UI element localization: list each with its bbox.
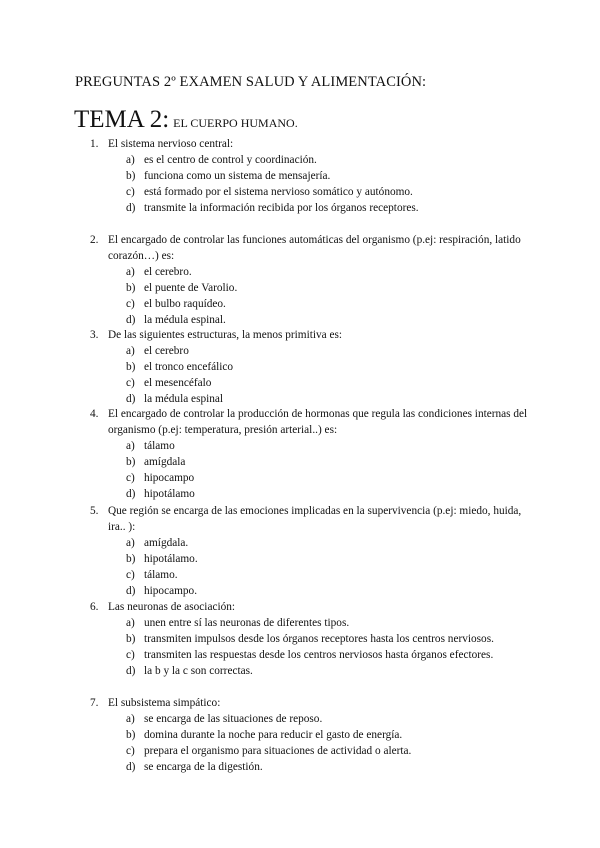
option-b: b) hipotálamo.: [126, 553, 198, 565]
question-6: [90, 599, 530, 679]
question-3: [90, 327, 530, 407]
question-text: De las siguientes estructuras, la menos primitiva es:: [108, 329, 343, 341]
question-text: El sistema nervioso central:: [108, 138, 234, 150]
section-subtitle: EL CUERPO HUMANO.: [173, 116, 298, 130]
option-b: b) domina durante la noche para reducir el gasto de energía.: [126, 729, 403, 741]
question-number: 3.: [90, 329, 99, 341]
question-4: [90, 406, 530, 502]
option-a: a) tálamo: [126, 440, 175, 452]
question-text: Que región se encarga de las emociones implicadas en la supervivencia (p.ej: miedo, huida, ira.. ):: [108, 505, 522, 533]
option-c: c) prepara el organismo para situaciones de actividad o alerta.: [126, 745, 412, 757]
option-b: b) amígdala: [126, 456, 186, 468]
option-d: d) la médula espinal: [126, 393, 224, 405]
question-number: 7.: [90, 697, 99, 709]
question-number: 6.: [90, 601, 99, 613]
option-b: b) el puente de Varolio.: [126, 282, 238, 294]
option-c: c) transmiten las respuestas desde los centros nerviosos hasta órganos efectores.: [126, 649, 494, 661]
option-b: b) el tronco encefálico: [126, 361, 234, 373]
option-a: a) se encarga de las situaciones de reposo.: [126, 713, 323, 725]
question-number: 5.: [90, 505, 99, 517]
question-2: [90, 232, 530, 328]
option-d: d) la b y la c son correctas.: [126, 665, 253, 677]
option-d: d) hipotálamo: [126, 488, 195, 500]
question-text: El encargado de controlar las funciones automáticas del organismo (p.ej: respiración, latido corazón…) es:: [108, 234, 521, 262]
question-text: El subsistema simpático:: [108, 697, 221, 709]
question-number: 4.: [90, 408, 99, 420]
option-b: b) funciona como un sistema de mensajería.: [126, 170, 331, 182]
page-title: PREGUNTAS 2º EXAMEN SALUD Y ALIMENTACIÓN:: [75, 74, 427, 90]
question-text: El encargado de controlar la producción de hormonas que regula las condiciones internas del organismo (p.ej: temperatura, presión arterial..) es:: [108, 408, 528, 436]
question-5: [90, 503, 530, 599]
option-a: a) unen entre sí las neuronas de diferentes tipos.: [126, 617, 350, 629]
option-c: c) hipocampo: [126, 472, 195, 484]
question-number: 2.: [90, 234, 99, 246]
option-d: d) se encarga de la digestión.: [126, 761, 263, 773]
question-number: 1.: [90, 138, 99, 150]
section-title: [74, 106, 298, 134]
option-a: a) amígdala.: [126, 537, 189, 549]
option-d: d) transmite la información recibida por los órganos receptores.: [126, 202, 419, 214]
option-d: d) hipocampo.: [126, 585, 198, 597]
question-text: Las neuronas de asociación:: [108, 601, 236, 613]
option-c: c) está formado por el sistema nervioso somático y autónomo.: [126, 186, 413, 198]
option-a: a) el cerebro: [126, 345, 189, 357]
option-d: d) la médula espinal.: [126, 314, 226, 326]
option-c: c) tálamo.: [126, 569, 178, 581]
question-1: [90, 136, 530, 216]
option-a: a) es el centro de control y coordinación.: [126, 154, 317, 166]
option-b: b) transmiten impulsos desde los órganos receptores hasta los centros nerviosos.: [126, 633, 494, 645]
option-c: c) el bulbo raquídeo.: [126, 298, 226, 310]
section-label: TEMA 2:: [74, 106, 170, 133]
option-a: a) el cerebro.: [126, 266, 192, 278]
question-7: [90, 695, 530, 775]
option-c: c) el mesencéfalo: [126, 377, 212, 389]
